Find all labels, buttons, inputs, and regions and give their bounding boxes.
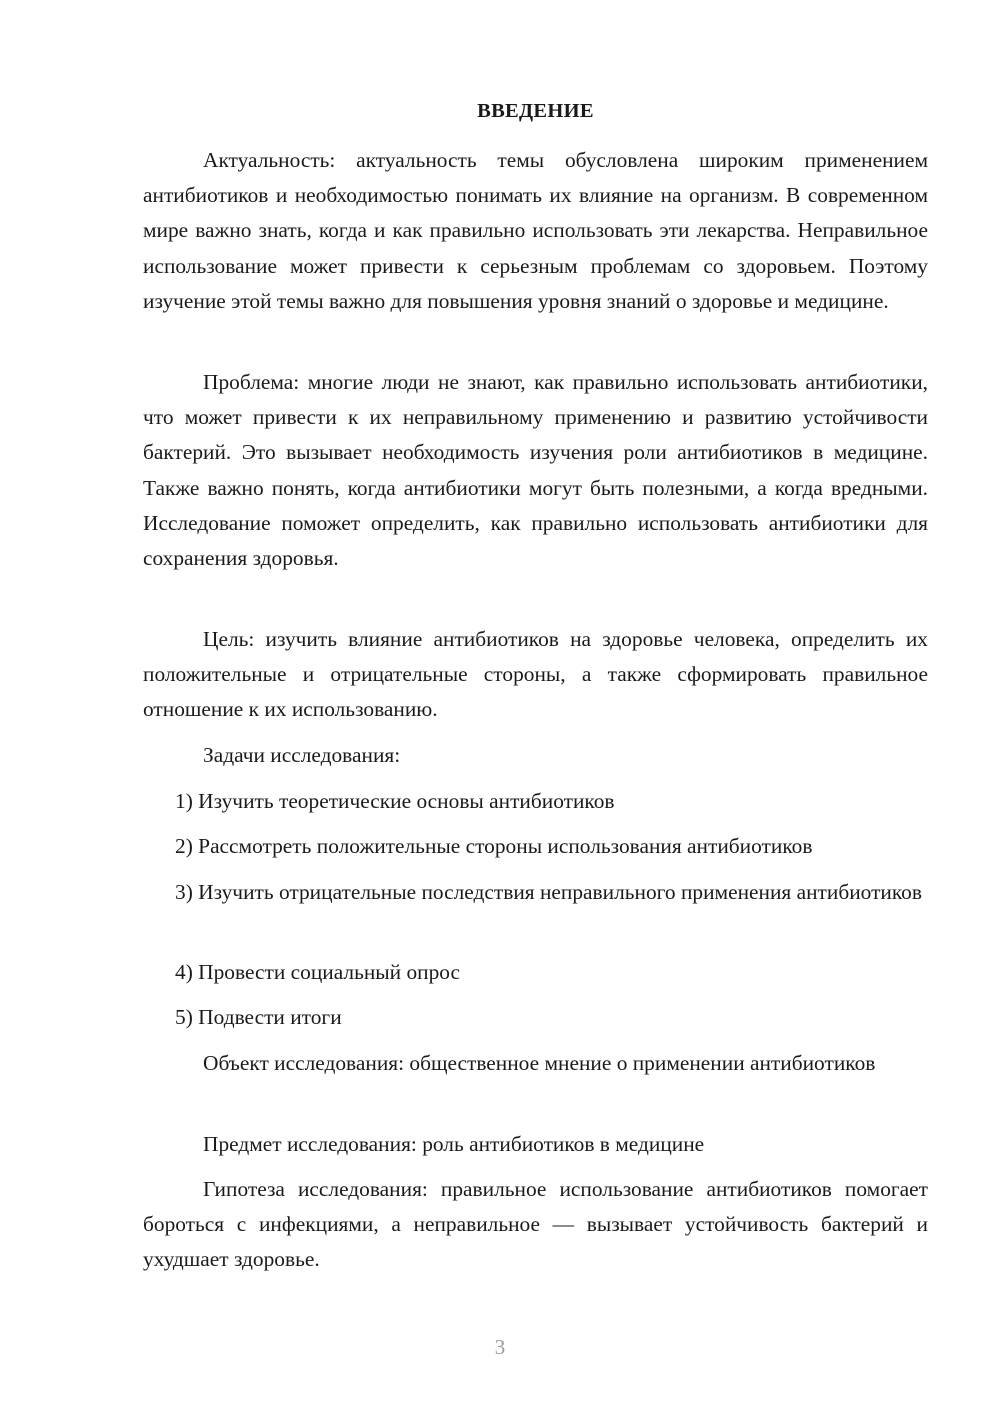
paragraph-relevance: Актуальность: актуальность темы обусловлена широким применением антибиотиков и необходимостью понимать их влияние на организм. В современном мире важно знать, когда и как правильно использовать эти лекарства. Неправильное использование может привести к серьезным проблемам со здоровьем. Поэтому изучение этой темы важно для повышения уровня знаний о здоровье и медицине. xyxy=(143,148,928,313)
task-item-3: 3) Изучить отрицательные последствия неправильного применения антибиотиков xyxy=(175,880,922,904)
paragraph-hypothesis: Гипотеза исследования: правильное использование антибиотиков помогает бороться с инфекциями, а неправильное — вызывает устойчивость бактерий и ухудшает здоровье. xyxy=(143,1177,928,1272)
paragraph-goal: Цель: изучить влияние антибиотиков на здоровье человека, определить их положительные и отрицательные стороны, а также сформировать правильное отношение к их использованию. xyxy=(143,627,928,722)
page-number: 3 xyxy=(494,1335,506,1359)
task-item-1: 1) Изучить теоретические основы антибиотиков xyxy=(175,789,615,813)
tasks-heading: Задачи исследования: xyxy=(203,743,401,767)
paragraph-problem: Проблема: многие люди не знают, как правильно использовать антибиотики, что может привести к их неправильному применению и развитию устойчивости бактерий. Это вызывает необходимость изучения роли антибиотиков в медицине. Также важно понять, когда антибиотики могут быть полезными, а когда вредными. Исследование поможет определить, как правильно использовать антибиотики для сохранения здоровья. xyxy=(143,370,928,571)
paragraph-object: Объект исследования: общественное мнение о применении антибиотиков xyxy=(203,1051,876,1075)
page-title: ВВЕДЕНИЕ xyxy=(477,100,594,122)
task-item-4: 4) Провести социальный опрос xyxy=(175,960,461,984)
paragraph-subject: Предмет исследования: роль антибиотиков в медицине xyxy=(203,1132,705,1156)
task-item-5: 5) Подвести итоги xyxy=(175,1005,342,1029)
task-item-2: 2) Рассмотреть положительные стороны использования антибиотиков xyxy=(175,834,813,858)
